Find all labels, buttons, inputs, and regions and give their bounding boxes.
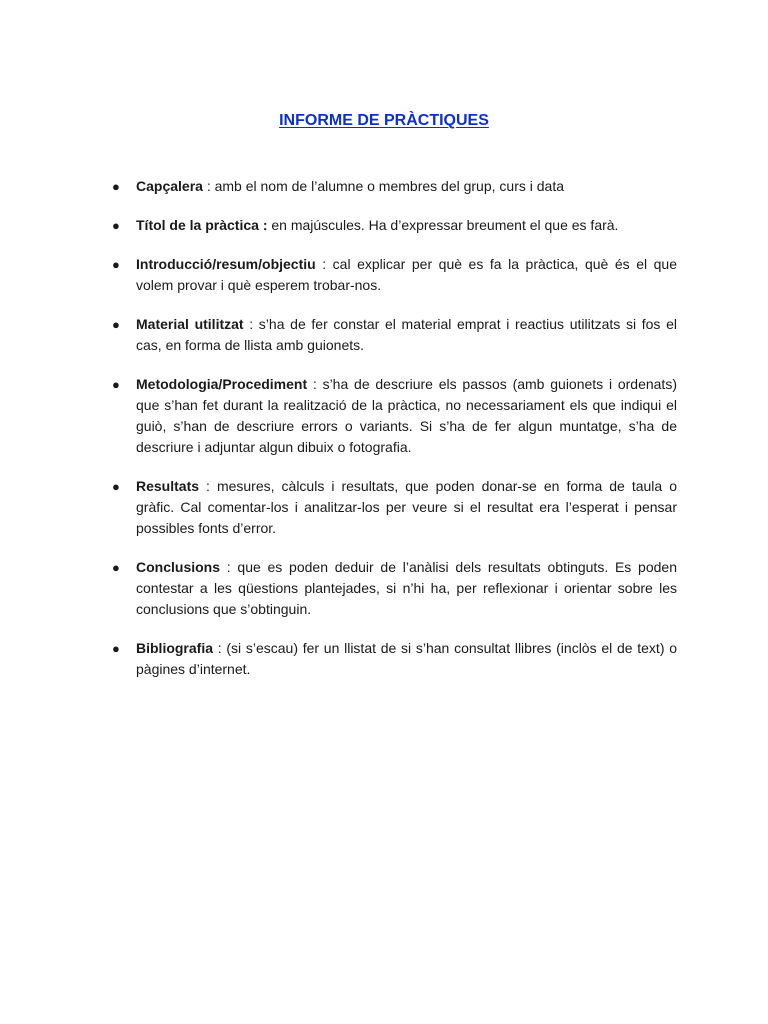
item-term: Capçalera	[136, 178, 203, 194]
list-item-introduccio	[0, 254, 768, 296]
item-term: Conclusions	[136, 559, 221, 575]
list-item-titol	[0, 215, 768, 236]
item-description: : s’ha de descriure els passos (amb guionets i ordenats) que s’han fet durant la realització de la pràctica, no necessariament els que indiqui el guiò, s’han de descriure errors o variants. Si s’ha de fer algun muntatge, s’ha de descriure i adjuntar algun dibuix o fotografia.	[136, 376, 677, 455]
item-term: Material utilitzat	[136, 316, 244, 332]
item-term: Introducció/resum/objectiu	[136, 256, 316, 272]
item-description: : (si s’escau) fer un llistat de si s’han consultat llibres (inclòs el de text) o pàgines d’internet.	[136, 640, 677, 677]
item-term: Metodologia/Procediment	[136, 376, 308, 392]
item-description: : mesures, càlculs i resultats, que poden donar-se en forma de taula o gràfic. Cal comentar-los i analitzar-los per veure si el resultat era l’esperat i pensar possibles fonts d’error.	[136, 478, 677, 536]
list-item-resultats	[0, 476, 768, 539]
item-term: Títol de la pràctica :	[136, 217, 268, 233]
requirements-list	[0, 176, 768, 698]
bullet-icon: ●	[112, 641, 120, 656]
list-item-bibliografia	[0, 638, 768, 680]
item-description: : amb el nom de l’alumne o membres del grup, curs i data	[202, 178, 564, 194]
bullet-icon: ●	[112, 479, 120, 494]
bullet-icon: ●	[112, 317, 120, 332]
bullet-icon: ●	[112, 560, 120, 575]
bullet-icon: ●	[112, 218, 120, 233]
bullet-icon: ●	[112, 179, 120, 194]
list-item-material	[0, 314, 768, 356]
item-term: Resultats	[136, 478, 200, 494]
item-description: en majúscules. Ha d’expressar breument el que es farà.	[267, 217, 619, 233]
item-description: : s’ha de fer constar el material emprat i reactius utilitzats si fos el cas, en forma de llista amb guionets.	[136, 316, 677, 353]
item-description: : que es poden deduir de l’anàlisi dels resultats obtinguts. Es poden contestar a les qüestions plantejades, si n’hi ha, per reflexionar i orientar sobre les conclusions que s’obtinguin.	[136, 559, 677, 617]
bullet-icon: ●	[112, 257, 120, 272]
item-term: Bibliografia	[136, 640, 214, 656]
list-item-metodologia	[0, 374, 768, 458]
list-item-capcalera	[0, 176, 768, 197]
document-title: INFORME DE PRÀCTIQUES	[279, 112, 489, 129]
list-item-conclusions	[0, 557, 768, 620]
bullet-icon: ●	[112, 377, 120, 392]
item-description: : cal explicar per què es fa la pràctica, què és el que volem provar i què esperem trobar-nos.	[136, 256, 677, 293]
